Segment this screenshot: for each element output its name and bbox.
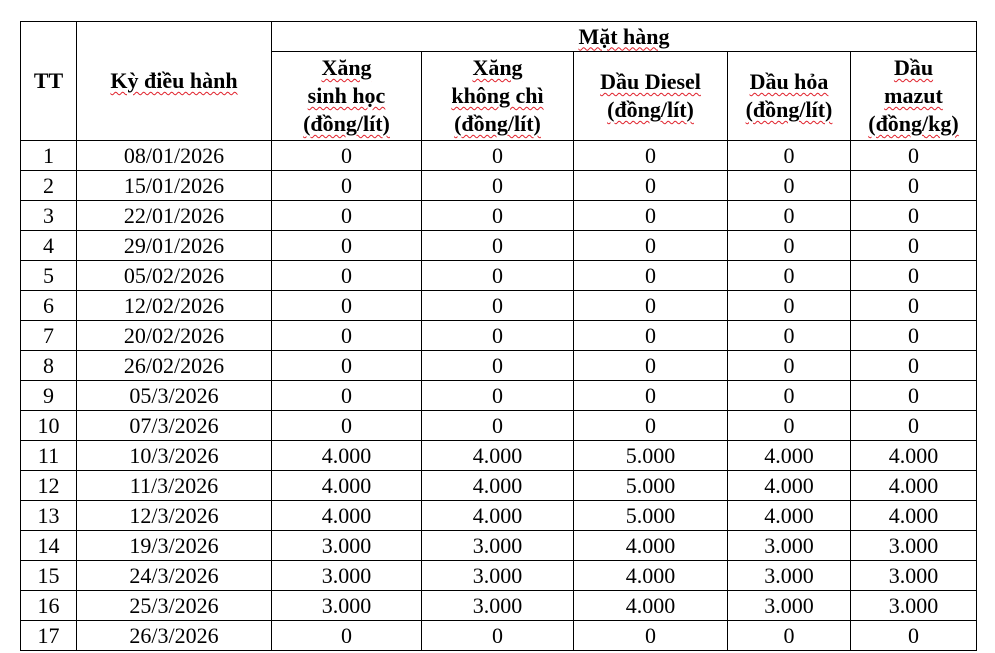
cell-diesel: 0 bbox=[574, 291, 728, 321]
cell-mazut: 4.000 bbox=[851, 471, 977, 501]
cell-kerosene: 3.000 bbox=[728, 591, 851, 621]
cell-kerosene: 0 bbox=[728, 621, 851, 651]
cell-kerosene: 4.000 bbox=[728, 471, 851, 501]
cell-tt: 11 bbox=[21, 441, 77, 471]
cell-unleaded-gasoline: 4.000 bbox=[422, 441, 574, 471]
cell-period-date: 26/02/2026 bbox=[77, 351, 272, 381]
cell-bio-gasoline: 0 bbox=[272, 411, 422, 441]
table-row bbox=[21, 201, 977, 231]
cell-diesel: 5.000 bbox=[574, 441, 728, 471]
cell-unleaded-gasoline: 0 bbox=[422, 621, 574, 651]
cell-diesel: 4.000 bbox=[574, 561, 728, 591]
cell-bio-gasoline: 4.000 bbox=[272, 501, 422, 531]
cell-diesel: 0 bbox=[574, 381, 728, 411]
cell-kerosene: 0 bbox=[728, 141, 851, 171]
cell-period-date: 11/3/2026 bbox=[77, 471, 272, 501]
cell-unleaded-gasoline: 0 bbox=[422, 171, 574, 201]
cell-kerosene: 4.000 bbox=[728, 501, 851, 531]
cell-period-date: 29/01/2026 bbox=[77, 231, 272, 261]
cell-unleaded-gasoline: 0 bbox=[422, 291, 574, 321]
cell-diesel: 5.000 bbox=[574, 471, 728, 501]
cell-mazut: 3.000 bbox=[851, 591, 977, 621]
table-row bbox=[21, 231, 977, 261]
cell-period-date: 12/02/2026 bbox=[77, 291, 272, 321]
cell-tt: 5 bbox=[21, 261, 77, 291]
header-line: (đồng/kg) bbox=[868, 111, 959, 136]
cell-unleaded-gasoline: 3.000 bbox=[422, 531, 574, 561]
cell-unleaded-gasoline: 3.000 bbox=[422, 561, 574, 591]
header-period bbox=[77, 22, 272, 141]
cell-period-date: 12/3/2026 bbox=[77, 501, 272, 531]
cell-tt: 17 bbox=[21, 621, 77, 651]
cell-unleaded-gasoline: 4.000 bbox=[422, 501, 574, 531]
cell-bio-gasoline: 0 bbox=[272, 201, 422, 231]
header-line: (đồng/lít) bbox=[303, 111, 390, 136]
header-group-label: Mặt hàng bbox=[578, 23, 670, 49]
header-line: Dầu bbox=[893, 55, 934, 80]
cell-period-date: 07/3/2026 bbox=[77, 411, 272, 441]
header-line: (đồng/lít) bbox=[607, 97, 694, 122]
cell-tt: 4 bbox=[21, 231, 77, 261]
cell-diesel: 0 bbox=[574, 231, 728, 261]
cell-diesel: 0 bbox=[574, 321, 728, 351]
cell-mazut: 0 bbox=[851, 261, 977, 291]
table-row bbox=[21, 561, 977, 591]
cell-diesel: 0 bbox=[574, 201, 728, 231]
cell-bio-gasoline: 0 bbox=[272, 621, 422, 651]
header-period-label: Kỳ điều hành bbox=[110, 68, 238, 93]
cell-kerosene: 0 bbox=[728, 411, 851, 441]
cell-unleaded-gasoline: 0 bbox=[422, 261, 574, 291]
header-col-mazut bbox=[851, 52, 977, 141]
cell-mazut: 0 bbox=[851, 351, 977, 381]
cell-tt: 16 bbox=[21, 591, 77, 621]
header-line: Xăng bbox=[321, 55, 372, 80]
header-col-unleaded-gasoline bbox=[422, 52, 574, 141]
cell-kerosene: 0 bbox=[728, 171, 851, 201]
cell-tt: 3 bbox=[21, 201, 77, 231]
header-col-kerosene bbox=[728, 52, 851, 141]
cell-diesel: 4.000 bbox=[574, 531, 728, 561]
header-group bbox=[272, 22, 977, 52]
cell-mazut: 3.000 bbox=[851, 561, 977, 591]
cell-tt: 1 bbox=[21, 141, 77, 171]
table-row bbox=[21, 471, 977, 501]
cell-bio-gasoline: 0 bbox=[272, 261, 422, 291]
cell-bio-gasoline: 0 bbox=[272, 351, 422, 381]
table-row bbox=[21, 321, 977, 351]
header-line: Dầu hỏa bbox=[749, 69, 829, 94]
cell-bio-gasoline: 3.000 bbox=[272, 591, 422, 621]
table-row bbox=[21, 441, 977, 471]
cell-kerosene: 3.000 bbox=[728, 561, 851, 591]
cell-kerosene: 0 bbox=[728, 291, 851, 321]
cell-unleaded-gasoline: 4.000 bbox=[422, 471, 574, 501]
cell-diesel: 0 bbox=[574, 261, 728, 291]
cell-unleaded-gasoline: 0 bbox=[422, 321, 574, 351]
cell-diesel: 0 bbox=[574, 171, 728, 201]
cell-bio-gasoline: 0 bbox=[272, 321, 422, 351]
cell-kerosene: 3.000 bbox=[728, 531, 851, 561]
cell-bio-gasoline: 0 bbox=[272, 171, 422, 201]
cell-bio-gasoline: 0 bbox=[272, 141, 422, 171]
cell-period-date: 05/3/2026 bbox=[77, 381, 272, 411]
cell-kerosene: 0 bbox=[728, 351, 851, 381]
table-row bbox=[21, 531, 977, 561]
cell-bio-gasoline: 4.000 bbox=[272, 471, 422, 501]
cell-unleaded-gasoline: 0 bbox=[422, 231, 574, 261]
cell-tt: 10 bbox=[21, 411, 77, 441]
cell-mazut: 4.000 bbox=[851, 501, 977, 531]
table-row bbox=[21, 621, 977, 651]
cell-diesel: 4.000 bbox=[574, 591, 728, 621]
cell-diesel: 0 bbox=[574, 141, 728, 171]
cell-period-date: 05/02/2026 bbox=[77, 261, 272, 291]
fuel-fund-table bbox=[20, 21, 977, 651]
cell-mazut: 0 bbox=[851, 141, 977, 171]
cell-diesel: 0 bbox=[574, 351, 728, 381]
table-row bbox=[21, 381, 977, 411]
cell-period-date: 25/3/2026 bbox=[77, 591, 272, 621]
cell-period-date: 08/01/2026 bbox=[77, 141, 272, 171]
cell-mazut: 0 bbox=[851, 201, 977, 231]
table-row bbox=[21, 591, 977, 621]
header-tt: TT bbox=[21, 22, 77, 141]
cell-period-date: 19/3/2026 bbox=[77, 531, 272, 561]
cell-tt: 14 bbox=[21, 531, 77, 561]
cell-period-date: 24/3/2026 bbox=[77, 561, 272, 591]
cell-kerosene: 0 bbox=[728, 201, 851, 231]
header-line: (đồng/lít) bbox=[745, 97, 833, 122]
header-line: Xăng bbox=[472, 55, 523, 80]
cell-mazut: 4.000 bbox=[851, 441, 977, 471]
cell-tt: 9 bbox=[21, 381, 77, 411]
cell-period-date: 10/3/2026 bbox=[77, 441, 272, 471]
cell-tt: 13 bbox=[21, 501, 77, 531]
header-line: không chì bbox=[451, 83, 544, 108]
cell-period-date: 26/3/2026 bbox=[77, 621, 272, 651]
table-row bbox=[21, 351, 977, 381]
cell-kerosene: 0 bbox=[728, 321, 851, 351]
cell-unleaded-gasoline: 0 bbox=[422, 351, 574, 381]
cell-bio-gasoline: 0 bbox=[272, 231, 422, 261]
cell-bio-gasoline: 4.000 bbox=[272, 441, 422, 471]
cell-kerosene: 0 bbox=[728, 381, 851, 411]
cell-mazut: 0 bbox=[851, 411, 977, 441]
cell-mazut: 0 bbox=[851, 231, 977, 261]
cell-unleaded-gasoline: 0 bbox=[422, 411, 574, 441]
cell-unleaded-gasoline: 0 bbox=[422, 141, 574, 171]
cell-period-date: 20/02/2026 bbox=[77, 321, 272, 351]
header-line: (đồng/lít) bbox=[454, 111, 541, 136]
cell-mazut: 3.000 bbox=[851, 531, 977, 561]
table-row bbox=[21, 141, 977, 171]
table-row bbox=[21, 261, 977, 291]
cell-unleaded-gasoline: 3.000 bbox=[422, 591, 574, 621]
table-row bbox=[21, 501, 977, 531]
cell-mazut: 0 bbox=[851, 621, 977, 651]
cell-mazut: 0 bbox=[851, 321, 977, 351]
cell-bio-gasoline: 0 bbox=[272, 291, 422, 321]
table-row bbox=[21, 291, 977, 321]
cell-tt: 2 bbox=[21, 171, 77, 201]
cell-period-date: 15/01/2026 bbox=[77, 171, 272, 201]
cell-kerosene: 0 bbox=[728, 231, 851, 261]
header-line: Dầu Diesel bbox=[600, 69, 701, 94]
cell-period-date: 22/01/2026 bbox=[77, 201, 272, 231]
cell-kerosene: 4.000 bbox=[728, 441, 851, 471]
cell-tt: 6 bbox=[21, 291, 77, 321]
table-body bbox=[21, 141, 977, 651]
cell-tt: 15 bbox=[21, 561, 77, 591]
table-row bbox=[21, 171, 977, 201]
header-line: sinh học bbox=[307, 83, 386, 108]
cell-mazut: 0 bbox=[851, 291, 977, 321]
cell-bio-gasoline: 3.000 bbox=[272, 531, 422, 561]
table-row bbox=[21, 411, 977, 441]
cell-tt: 8 bbox=[21, 351, 77, 381]
cell-bio-gasoline: 3.000 bbox=[272, 561, 422, 591]
cell-bio-gasoline: 0 bbox=[272, 381, 422, 411]
cell-diesel: 5.000 bbox=[574, 501, 728, 531]
cell-unleaded-gasoline: 0 bbox=[422, 201, 574, 231]
cell-kerosene: 0 bbox=[728, 261, 851, 291]
cell-tt: 12 bbox=[21, 471, 77, 501]
header-col-diesel bbox=[574, 52, 728, 141]
header-line: mazut bbox=[884, 83, 943, 108]
cell-mazut: 0 bbox=[851, 381, 977, 411]
cell-unleaded-gasoline: 0 bbox=[422, 381, 574, 411]
cell-diesel: 0 bbox=[574, 621, 728, 651]
header-col-bio-gasoline bbox=[272, 52, 422, 141]
cell-tt: 7 bbox=[21, 321, 77, 351]
cell-mazut: 0 bbox=[851, 171, 977, 201]
table-header bbox=[21, 22, 977, 141]
cell-diesel: 0 bbox=[574, 411, 728, 441]
